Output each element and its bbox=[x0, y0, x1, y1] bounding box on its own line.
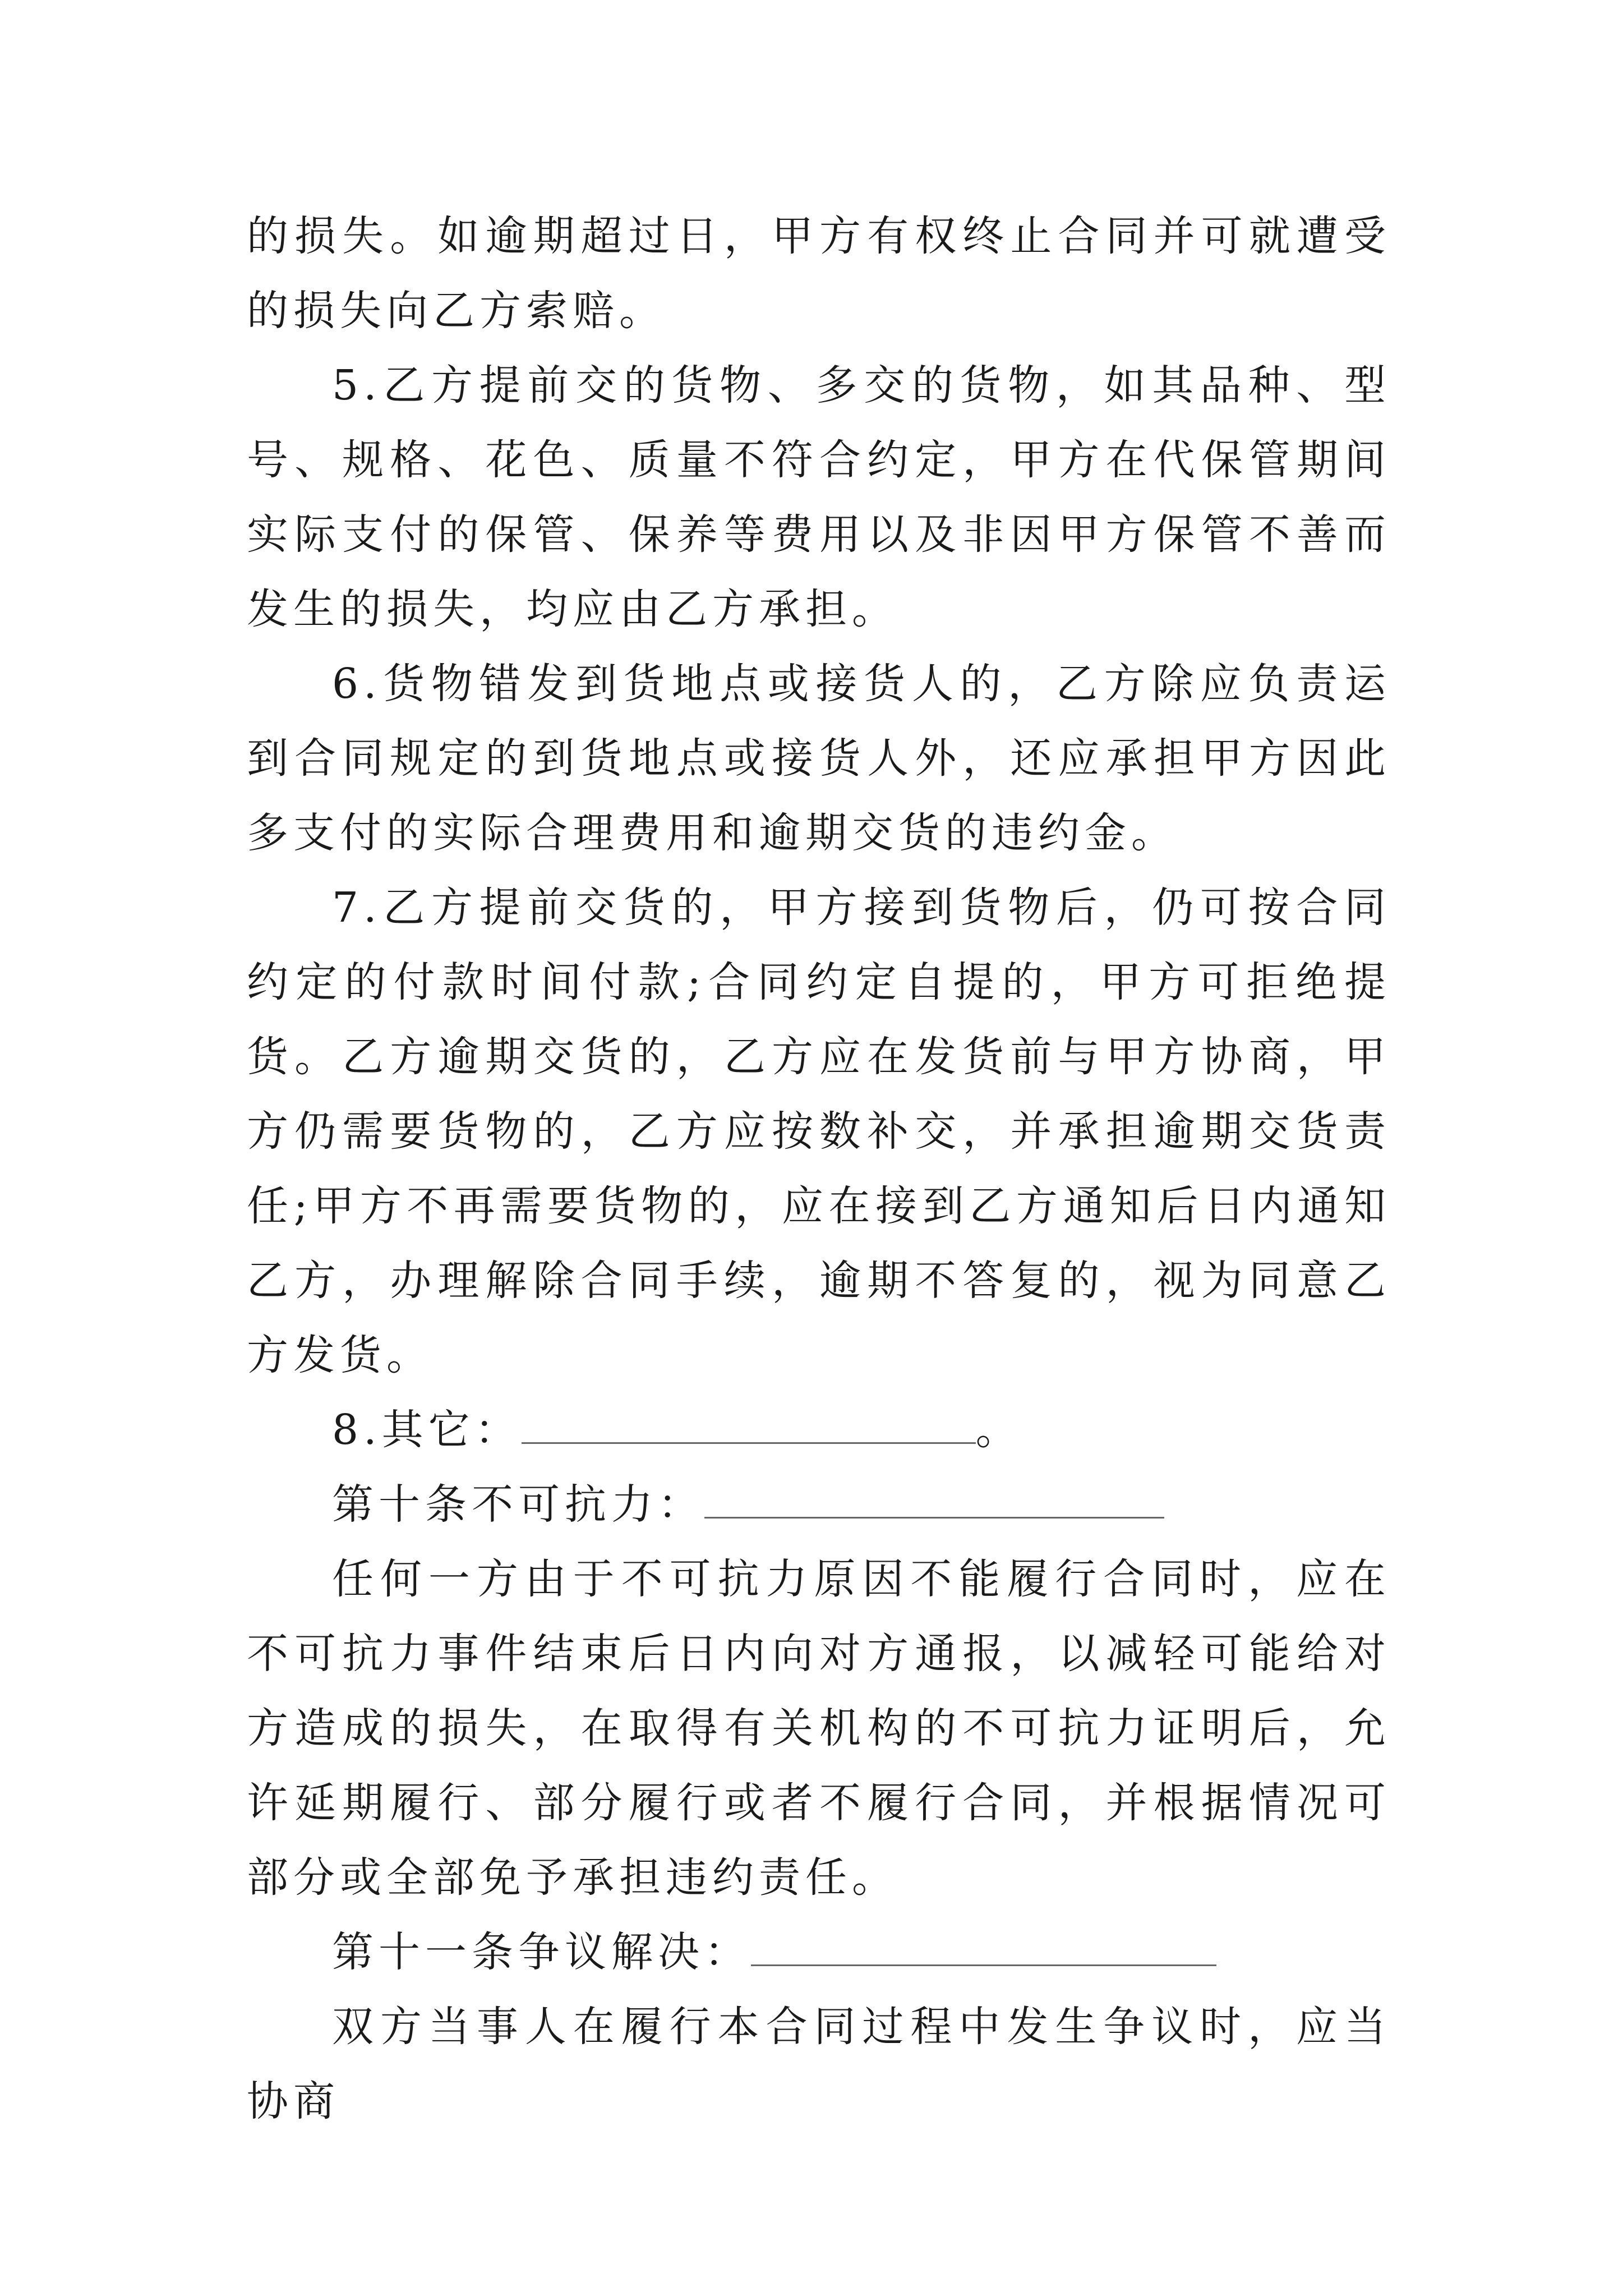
article-10-heading-line bbox=[247, 1467, 1391, 1542]
item-8-label: 8.其它： bbox=[332, 1406, 522, 1454]
paragraph-item-6: 6.货物错发到货地点或接货人的，乙方除应负责运到合同规定的到货地点或接货人外，还应承担甲方因此多支付的实际合理费用和逾期交货的违约金。 bbox=[247, 660, 1391, 857]
article-10-fill-blank[interactable] bbox=[704, 1479, 1164, 1519]
article-11-fill-blank[interactable] bbox=[751, 1927, 1216, 1966]
paragraph-item-5: 5.乙方提前交的货物、多交的货物，如其品种、型号、规格、花色、质量不符合约定，甲方在代保管期间实际支付的保管、保养等费用以及非因甲方保管不善而发生的损失，均应由乙方承担。 bbox=[247, 361, 1391, 633]
article-11-heading: 第十一条争议解决： bbox=[332, 1928, 751, 1976]
article-10-body: 任何一方由于不可抗力原因不能履行合同时，应在不可抗力事件结束后日内向对方通报，以减轻可能给对方造成的损失，在取得有关机构的不可抗力证明后，允许延期履行、部分履行或者不履行合同，并根据情况可部分或全部免予承担违约责任。 bbox=[247, 1555, 1391, 1902]
paragraph-continuation: 的损失。如逾期超过日，甲方有权终止合同并可就遭受的损失向乙方索赔。 bbox=[247, 212, 1391, 335]
item-8-fill-blank[interactable] bbox=[522, 1405, 976, 1444]
contract-text-body bbox=[247, 199, 1391, 2139]
item-8-suffix: 。 bbox=[975, 1406, 1022, 1454]
article-11-body: 双方当事人在履行本合同过程中发生争议时，应当协商 bbox=[247, 2003, 1391, 2125]
paragraph-item-7: 7.乙方提前交货的，甲方接到货物后，仍可按合同约定的付款时间付款;合同约定自提的，甲方可拒绝提货。乙方逾期交货的，乙方应在发货前与甲方协商，甲方仍需要货物的，乙方应按数补交，并承担逾期交货责任;甲方不再需要货物的，应在接到乙方通知后日内通知乙方，办理解除合同手续，逾期不答复的，视为同意乙方发货。 bbox=[247, 884, 1391, 1379]
paragraph-item-8 bbox=[247, 1393, 1391, 1467]
article-10-heading: 第十条不可抗力： bbox=[332, 1480, 704, 1529]
article-11-heading-line bbox=[247, 1915, 1391, 1990]
